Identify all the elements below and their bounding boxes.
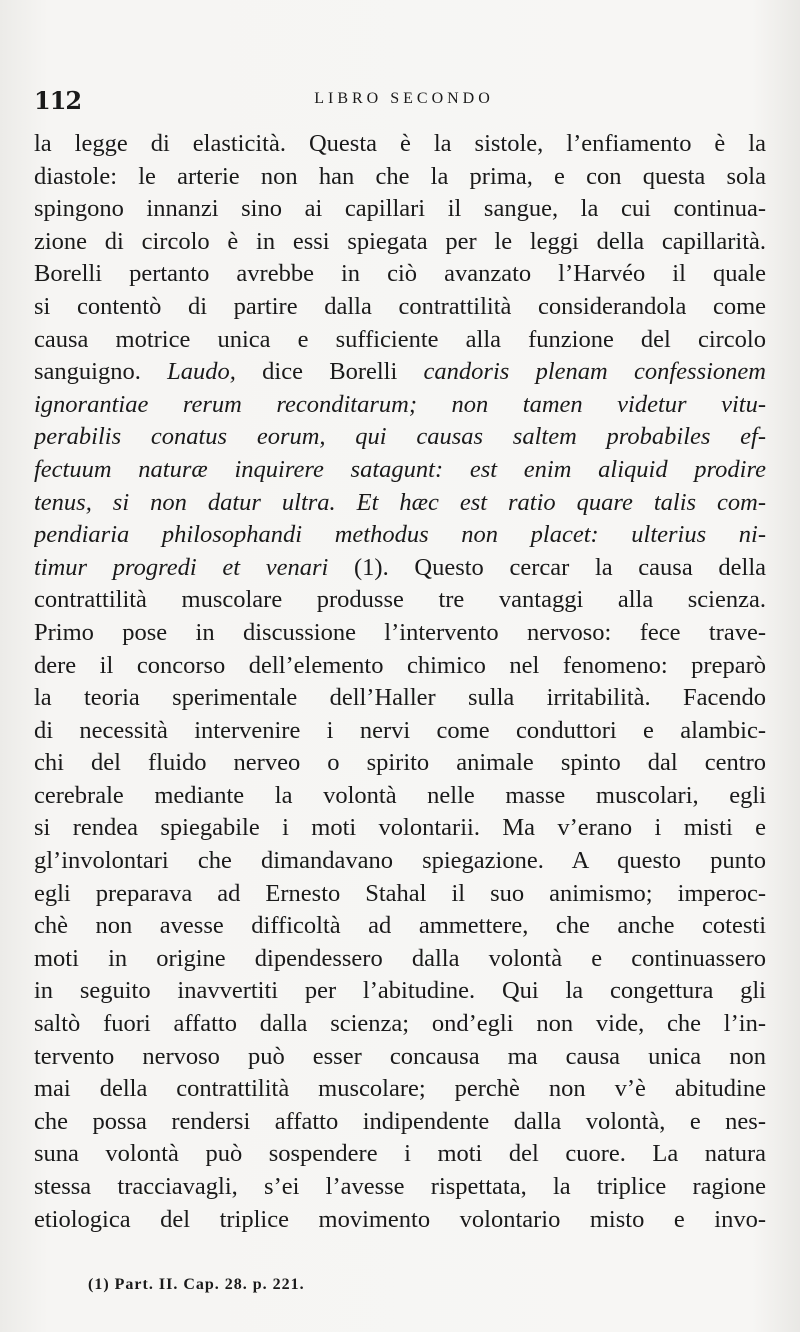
text-line: moti in origine dipendessero dalla volontà e continuassero [34,944,766,972]
text-line: dere il concorso dell’elemento chimico nel fenomeno: preparò [34,651,766,679]
text-line: timur progredi et venari (1). Questo cercar la causa della [34,553,766,581]
text-line: di necessità intervenire i nervi come conduttori e alambic- [34,716,766,744]
text-line: in seguito inavvertiti per l’abitudine. Qui la congettura gli [34,977,766,1005]
text-line: chè non avesse difficoltà ad ammettere, che anche cotesti [34,912,766,940]
text-line: Borelli pertanto avrebbe in ciò avanzato l’Harvéo il quale [34,260,766,288]
text-line: suna volontà può sospendere i moti del cuore. La natura [34,1140,766,1168]
text-line: perabilis conatus eorum, qui causas saltem probabiles ef- [34,423,766,451]
text-line: cerebrale mediante la volontà nelle masse muscolari, egli [34,781,766,809]
body-text [34,128,766,1236]
text-line: la legge di elasticità. Questa è la sistole, l’enfiamento è la [34,130,766,157]
running-head: LIBRO SECONDO [314,90,494,107]
footnote: (1) Part. II. Cap. 28. p. 221. [88,1276,305,1293]
text-line: tervento nervoso può esser concausa ma causa unica non [34,1042,766,1070]
text-line: saltò fuori affatto dalla scienza; ond’egli non vide, che l’in- [34,1010,766,1038]
text-line: causa motrice unica e sufficiente alla funzione del circolo [34,325,766,353]
text-line: stessa tracciavagli, s’ei l’avesse rispettata, la triplice ragione [34,1173,766,1200]
text-line: egli preparava ad Ernesto Stahal il suo animismo; imperoc- [34,879,766,907]
text-line: Primo pose in discussione l’intervento nervoso: fece trave- [34,618,766,646]
text-line: si contentò di partire dalla contrattilità considerandola come [34,292,766,320]
text-line: tenus, si non datur ultra. Et hæc est ratio quare talis com- [34,488,766,516]
text-line: contrattilità muscolare produsse tre vantaggi alla scienza. [34,586,766,614]
text-line: chi del fluido nerveo o spirito animale spinto dal centro [34,749,766,777]
text-line: la teoria sperimentale dell’Haller sulla irritabilità. Facendo [34,684,766,712]
text-line: si rendea spiegabile i moti volontarii. Ma v’erano i misti e [34,814,766,842]
text-line: mai della contrattilità muscolare; perchè non v’è abitudine [34,1075,766,1103]
text-line: spingono innanzi sino ai capillari il sangue, la cui continua- [34,195,766,223]
text-line: zione di circolo è in essi spiegata per le leggi della capillarità. [34,227,766,255]
text-line: pendiaria philosophandi methodus non placet: ulterius ni- [34,521,766,549]
page-header [34,86,774,120]
text-line: che possa rendersi affatto indipendente dalla volontà, e nes- [34,1107,766,1135]
text-line: fectuum naturæ inquirere satagunt: est enim aliquid prodire [34,455,766,483]
text-line: ignorantiae rerum reconditarum; non tamen videtur vitu- [34,390,766,418]
text-line: etiologica del triplice movimento volontario misto e invo- [34,1205,766,1233]
text-line: gl’involontari che dimandavano spiegazione. A questo punto [34,847,766,875]
text-line: sanguigno. Laudo, dice Borelli candoris plenam confessionem [34,358,766,386]
text-line: diastole: le arterie non han che la prima, e con questa sola [34,162,766,190]
page-number: 112 [34,86,82,115]
